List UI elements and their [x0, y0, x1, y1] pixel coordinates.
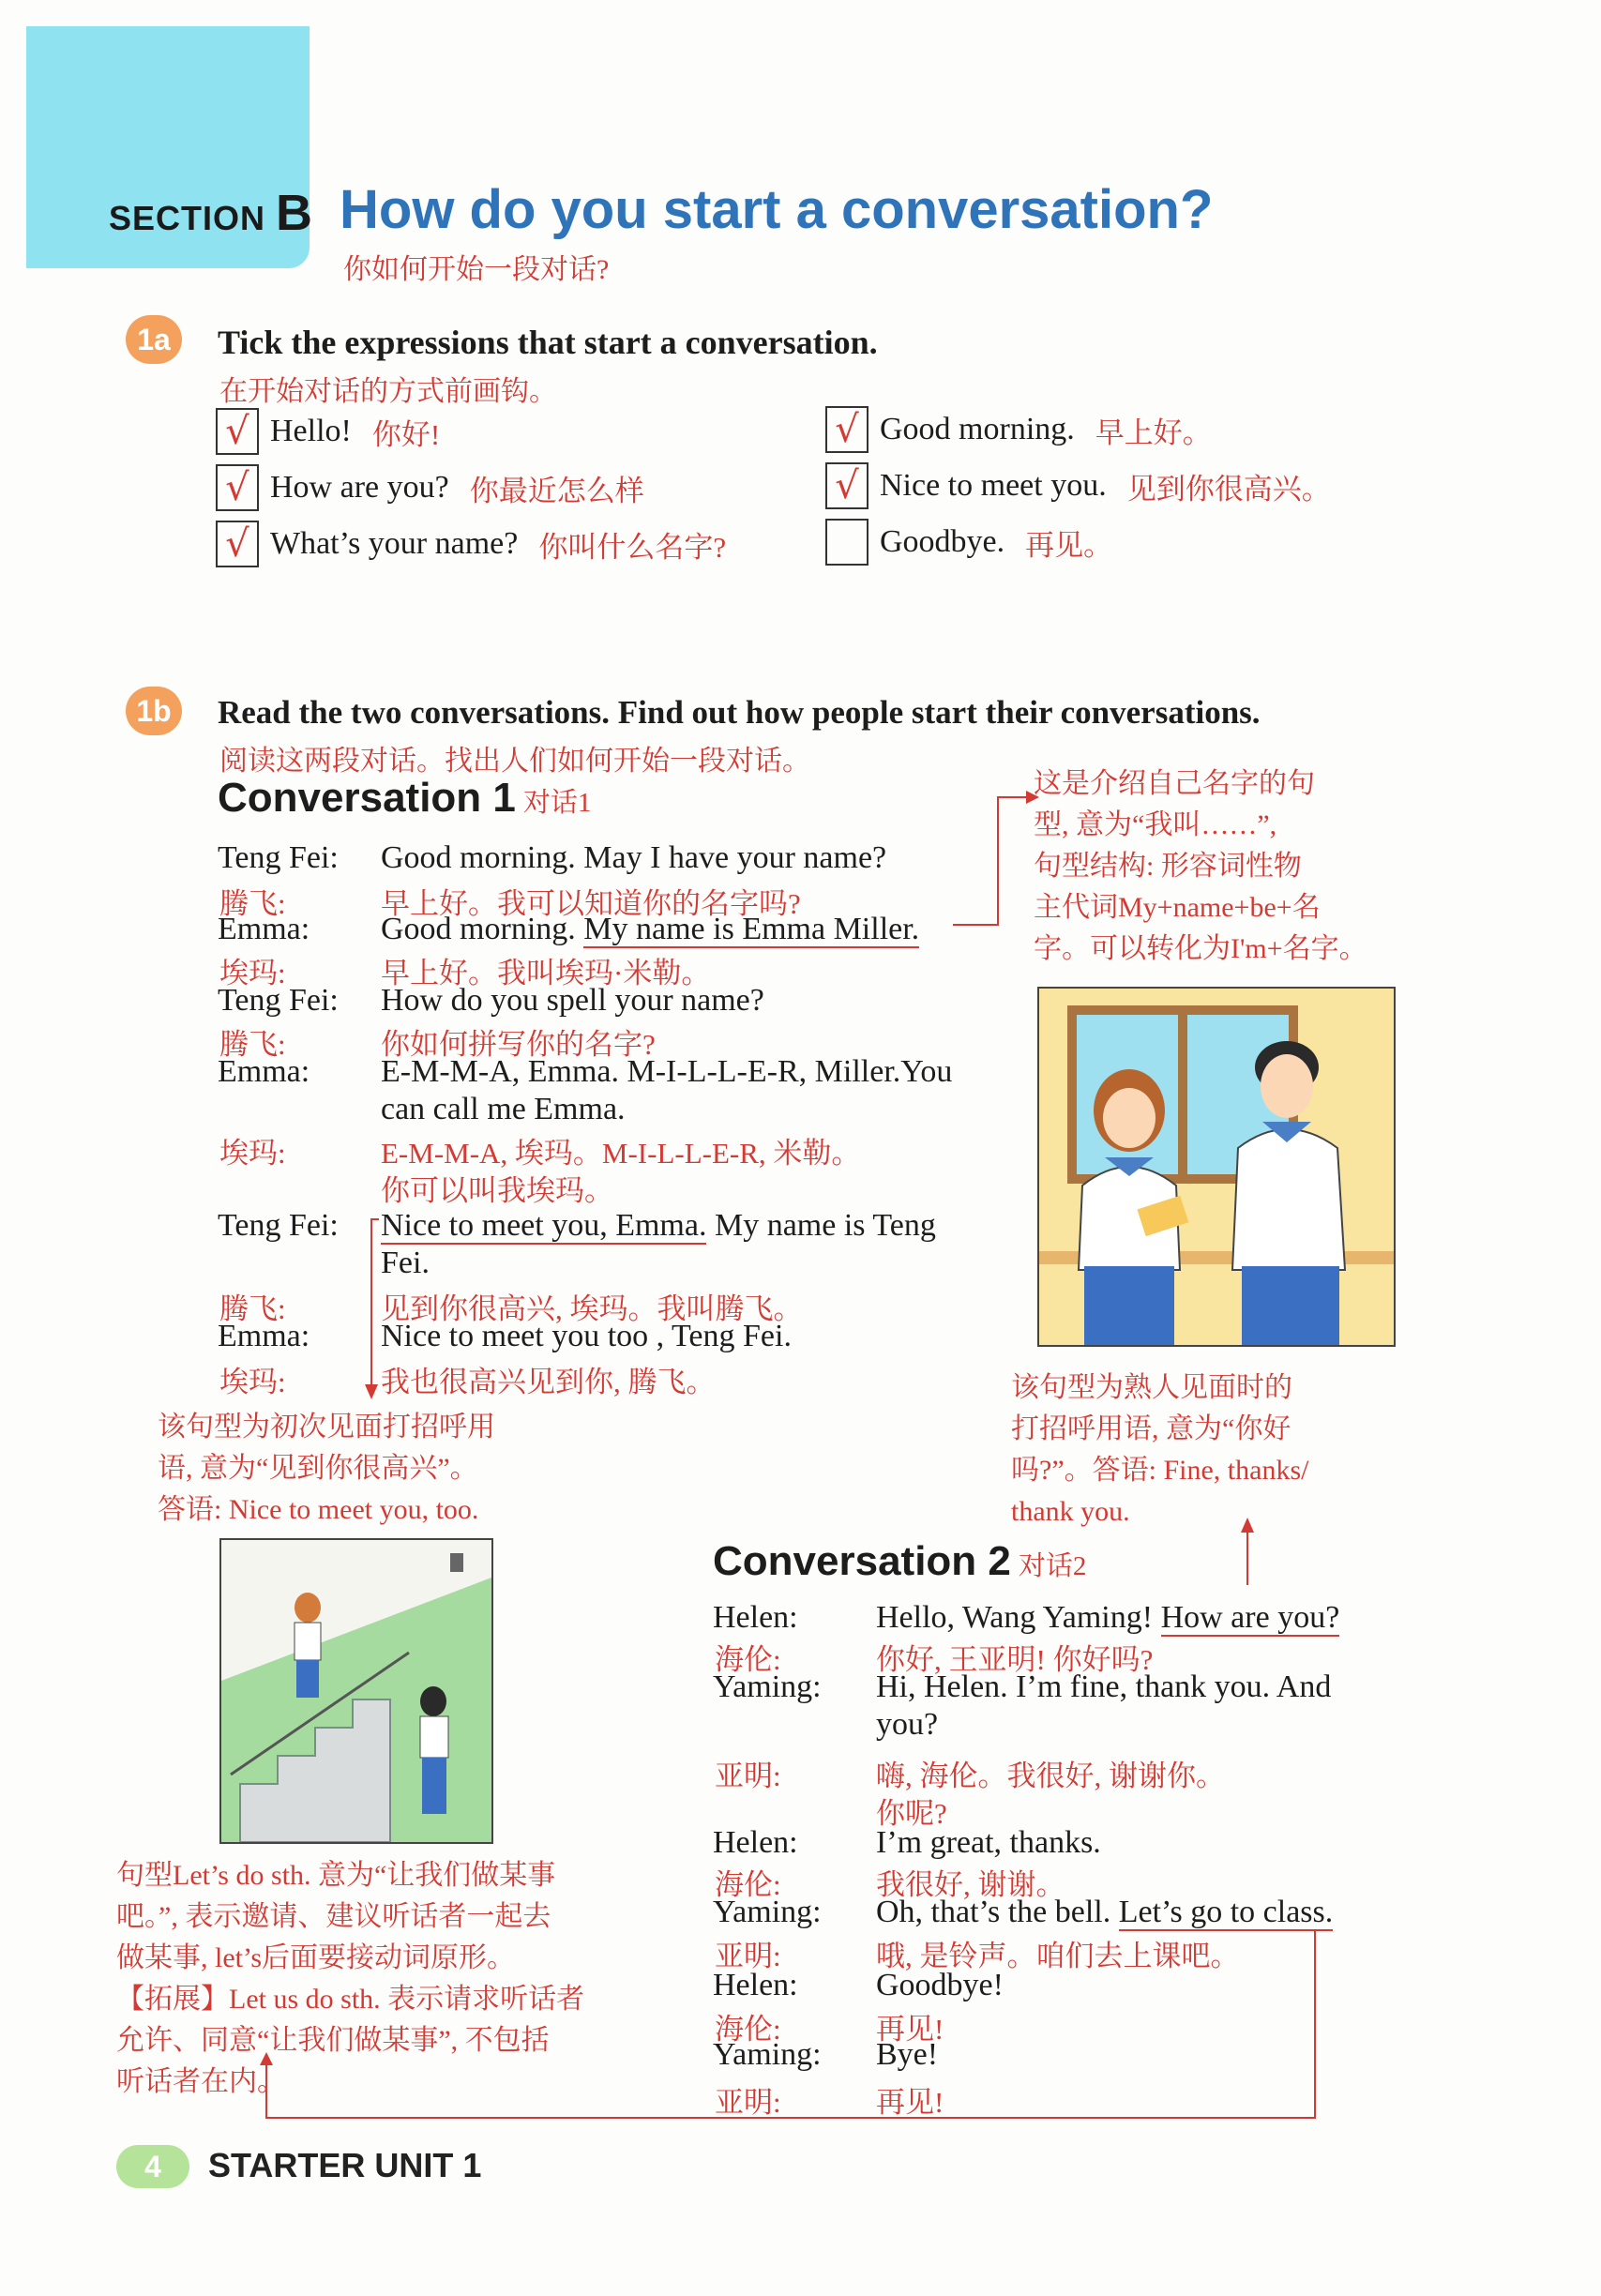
instruction-1b-cn: 阅读这两段对话。找出人们如何开始一段对话。 — [219, 746, 810, 777]
dialog-line: Goodbye! — [876, 1968, 1004, 2002]
badge-1a: 1a — [126, 315, 182, 364]
speaker: Helen: — [713, 1825, 798, 1860]
badge-1b: 1b — [126, 687, 182, 735]
dialog-line-cn: 再见! — [876, 2086, 944, 2119]
dialog-line: Hello, Wang Yaming! How are you? — [876, 1600, 1340, 1635]
speaker: Teng Fei: — [218, 1208, 339, 1243]
checklist-item[interactable]: Goodbye. 再见。 — [825, 518, 1331, 566]
dialog-line: How do you spell your name? — [381, 983, 764, 1018]
dialog-line: you? — [876, 1707, 939, 1742]
dialog-line: Good morning. May I have your name? — [381, 840, 887, 875]
dialog-line: Hi, Helen. I’m fine, thank you. And — [876, 1669, 1332, 1704]
dialog-line: E-M-M-A, Emma. M-I-L-L-E-R, Miller.You — [381, 1054, 953, 1089]
page-title: How do you start a conversation? — [340, 179, 1214, 240]
checkbox[interactable]: √ — [825, 462, 868, 509]
checkbox[interactable]: √ — [825, 406, 868, 453]
speaker-cn: 腾飞: — [219, 1292, 286, 1325]
dialog-line: Good morning. My name is Emma Miller. — [381, 912, 920, 946]
dialog-line: Nice to meet you, Emma. My name is Teng — [381, 1208, 936, 1243]
dialog-line: Fei. — [381, 1246, 430, 1280]
note-my-name-is: 这是介绍自己名字的句 型, 意为“我叫……”, 句型结构: 形容词性物 主代词My+name+be+名 字。可以转化为I'm+名字。 — [1034, 768, 1367, 964]
speaker: Teng Fei: — [218, 983, 339, 1018]
speaker-cn: 亚明: — [715, 1760, 781, 1792]
dialog-line-cn: 早上好。我可以知道你的名字吗? — [381, 887, 801, 920]
dialog-line-cn: 你好, 王亚明! 你好吗? — [876, 1643, 1154, 1676]
checklist-item[interactable]: √ What’s your name? 你叫什么名字? — [216, 520, 726, 568]
speaker-cn: 埃玛: — [219, 957, 286, 989]
speaker: Yaming: — [713, 1895, 822, 1929]
speaker: Yaming: — [713, 2037, 822, 2072]
dialog-line: Oh, that’s the bell. Let’s go to class. — [876, 1895, 1334, 1929]
checklist-item[interactable]: √ Hello! 你好! — [216, 407, 726, 456]
checklist-item[interactable]: √ Good morning. 早上好。 — [825, 405, 1331, 454]
speaker: Teng Fei: — [218, 840, 339, 875]
dialog-line-cn: 我很好, 谢谢。 — [876, 1868, 1065, 1901]
checkbox[interactable]: √ — [216, 464, 259, 511]
illustration-classroom — [1037, 987, 1396, 1347]
dialog-line: Bye! — [876, 2037, 939, 2072]
dialog-line-cn: 早上好。我叫埃玛·米勒。 — [381, 957, 711, 989]
instruction-1a: Tick the expressions that start a conversation. — [218, 324, 878, 361]
conversation-1-title: Conversation 1 对话1 — [218, 775, 592, 821]
speaker-cn: 海伦: — [715, 1868, 781, 1901]
speaker-cn: 海伦: — [715, 1643, 781, 1676]
dialog-line: Nice to meet you too , Teng Fei. — [381, 1319, 792, 1353]
speaker-cn: 亚明: — [715, 2086, 781, 2119]
instruction-1a-cn: 在开始对话的方式前画钩。 — [219, 376, 557, 407]
dialog-line-cn: 再见! — [876, 2013, 944, 2046]
checklist-item[interactable]: √ How are you? 你最近怎么样 — [216, 463, 726, 512]
speaker-cn: 埃玛: — [219, 1137, 286, 1170]
dialog-line: I’m great, thanks. — [876, 1825, 1101, 1860]
note-nice-to-meet: 该句型为初次见面打招呼用 语, 意为“见到你很高兴”。 答语: Nice to meet you, too. — [158, 1412, 495, 1525]
unit-label: STARTER UNIT 1 — [208, 2146, 482, 2184]
speaker: Emma: — [218, 912, 310, 946]
illustration-stairs — [219, 1538, 493, 1844]
speaker-cn: 海伦: — [715, 2013, 781, 2046]
dialog-line-cn: 你呢? — [876, 1797, 947, 1830]
speaker: Emma: — [218, 1054, 310, 1089]
instruction-1b: Read the two conversations. Find out how people start their conversations. — [218, 694, 1261, 731]
speaker-cn: 腾飞: — [219, 1028, 286, 1061]
dialog-line: can call me Emma. — [381, 1092, 626, 1126]
speaker-cn: 亚明: — [715, 1940, 781, 1972]
checklist-item[interactable]: √ Nice to meet you. 见到你很高兴。 — [825, 461, 1331, 510]
dialog-line-cn: E-M-M-A, 埃玛。M-I-L-L-E-R, 米勒。 — [381, 1137, 861, 1170]
section-label: SECTION B — [109, 185, 314, 241]
note-how-are-you: 该句型为熟人见面时的 打招呼用语, 意为“你好 吗?”。答语: Fine, thanks/ thank you. — [1011, 1372, 1309, 1527]
dialog-line-cn: 嗨, 海伦。我很好, 谢谢你。 — [876, 1760, 1225, 1792]
speaker: Emma: — [218, 1319, 310, 1353]
speaker: Helen: — [713, 1600, 798, 1635]
checkbox[interactable]: √ — [216, 521, 259, 567]
checkbox[interactable]: √ — [216, 408, 259, 455]
speaker-cn: 埃玛: — [219, 1366, 286, 1398]
speaker: Helen: — [713, 1968, 798, 2002]
dialog-line-cn: 哦, 是铃声。咱们去上课吧。 — [876, 1940, 1240, 1972]
dialog-line-cn: 你可以叫我埃玛。 — [381, 1174, 613, 1207]
dialog-line-cn: 你如何拼写你的名字? — [381, 1028, 656, 1061]
dialog-line-cn: 见到你很高兴, 埃玛。我叫腾飞。 — [381, 1292, 803, 1325]
speaker-cn: 腾飞: — [219, 887, 286, 920]
page-title-cn: 你如何开始一段对话? — [343, 254, 610, 285]
speaker: Yaming: — [713, 1669, 822, 1704]
dialog-line-cn: 我也很高兴见到你, 腾飞。 — [381, 1366, 716, 1398]
note-lets: 句型Let’s do sth. 意为“让我们做某事 吧。”, 表示邀请、建议听话者一起去 做某事, let’s后面要接动词原形。 【拓展】Let us do sth. 表示请求听话者 允许、同意“让我们做某事”, 不包括 听话者在内。 — [116, 1860, 585, 2097]
conversation-2-title: Conversation 2 对话2 — [713, 1538, 1087, 1584]
page-number: 4 — [116, 2145, 189, 2188]
